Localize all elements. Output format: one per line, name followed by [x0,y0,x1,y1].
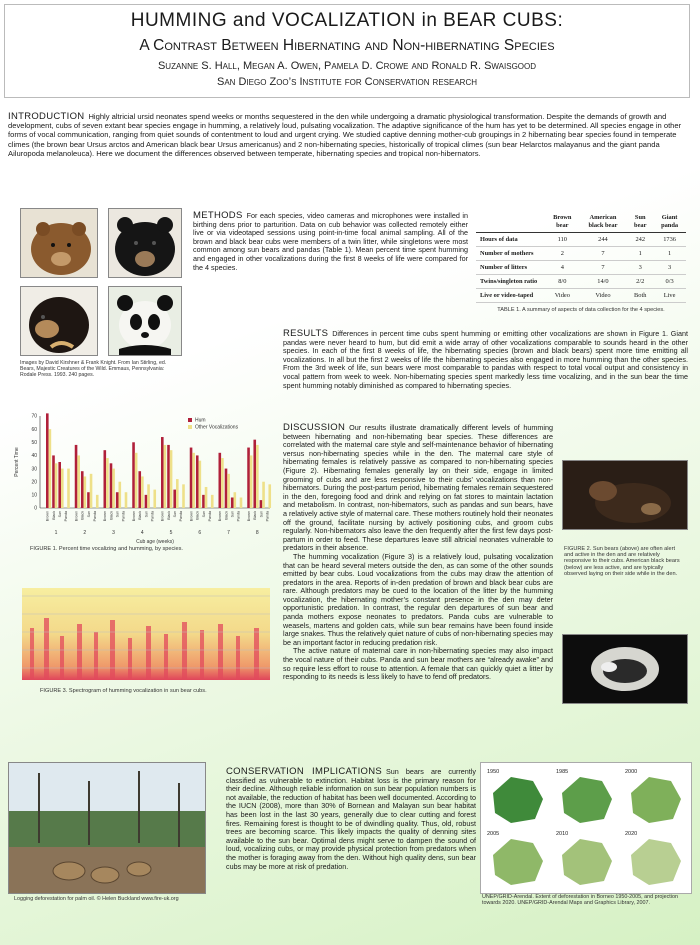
species-tick-label: Brown [189,511,194,522]
map-year-label: 2005 [487,831,500,837]
y-tick-label: 50 [31,439,37,446]
table-cell: 1 [653,247,686,261]
y-tick-label: 70 [31,413,37,420]
table-cell: 3 [627,261,653,275]
species-tick-label: Panda [150,511,155,522]
table-row [476,289,686,303]
discussion-paragraph-3: The active nature of maternal care in non-hibernating species may also impact the vocal nature of their cubs. Panda and sun bear mothers are “already awake” and so require less effort to rouse to attention. A female that can quickly quiet a litter by responding to its needs is less likely to have to fend off predators. [283,646,553,682]
poster-authors: Suzanne S. Hall, Megan A. Owen, Pamela D. Crowe and Ronald R. Swaisgood [157,60,537,72]
logging-caption: Logging deforestation for palm oil. © Helen Buckland www.fire-uk.org [14,896,179,902]
bar-other [221,458,224,508]
bar-other [96,495,99,508]
bar-hum [225,469,228,508]
species-tick-label: Sun [144,511,149,518]
table-cell: 14/0 [579,275,628,289]
table-header-cell [476,212,546,233]
deforestation-maps [480,762,692,894]
table-cell: 7 [579,261,628,275]
brown-bear-photo [20,208,98,278]
species-tick-label: Sun [86,511,91,518]
table-cell: Twins/singleton ratio [476,275,546,289]
conservation-section [226,768,476,871]
table-cell: 242 [627,233,653,247]
bar-other [164,445,167,508]
y-tick-label: 40 [31,453,37,460]
bar-other [205,487,208,508]
bar-hum [81,471,84,508]
table-cell: 7 [579,247,628,261]
map-year-label: 1985 [556,769,569,775]
borneo-map [493,839,543,885]
bar-other [268,484,271,508]
conservation-heading: CONSERVATION IMPLICATIONS [226,766,382,777]
species-tick-label: Panda [236,511,241,522]
bar-other [250,455,253,508]
bar-hum [75,445,78,508]
borneo-map [631,777,681,823]
logging-deforestation-photo [8,762,206,894]
bar-hum [58,462,61,508]
bar-other [192,453,195,508]
methods-heading: METHODS [193,210,243,221]
x-axis-label: Cub age (weeks) [136,539,174,545]
map-year-label: 2000 [625,769,638,775]
spectrogram-image [22,588,270,680]
data-collection-table [476,212,686,303]
bar-hum [247,448,250,508]
bar-hum [219,453,222,508]
table-cell: 8/0 [546,275,579,289]
species-tick-label: Panda [121,511,126,522]
species-tick-label: Panda [179,511,184,522]
borneo-map [631,839,681,885]
poster-subtitle: A Contrast Between Hibernating and Non-hibernating Species [139,37,555,54]
table-row [476,233,686,247]
bar-other [240,497,243,508]
bar-other [262,482,265,508]
bar-other [141,476,144,508]
y-tick-label: 60 [31,426,37,433]
bar-other [77,455,80,508]
introduction-section [8,112,690,158]
poster-header [4,4,690,98]
species-tick-label: Panda [64,511,69,522]
table-cell: 2 [546,247,579,261]
table-header-cell: Sun bear [627,212,653,233]
table-cell: Video [579,289,628,303]
bar-other [176,479,179,508]
x-tick-label: 8 [255,530,259,536]
bar-other [211,495,214,508]
species-tick-label: Brown [74,511,79,522]
table-row [476,261,686,275]
species-tick-label: Brown [131,511,136,522]
x-tick-label: 5 [169,530,173,536]
species-tick-label: Black [166,511,171,520]
bar-other [61,469,64,508]
y-tick-label: 20 [31,479,37,486]
borneo-map [562,839,612,885]
bar-hum [52,455,55,508]
bar-other [119,482,122,508]
bar-hum [116,492,119,508]
bar-hum [196,455,199,508]
species-tick-label: Panda [92,511,97,522]
table-cell: 110 [546,233,579,247]
y-tick-label: 30 [31,466,37,473]
species-tick-label: Black [138,511,143,520]
bar-other [199,461,202,508]
map-year-label: 1950 [487,769,500,775]
table-header-cell: Brown bear [546,212,579,233]
bar-other [112,469,115,508]
species-tick-label: Black [109,511,114,520]
species-tick-label: Sun [259,511,264,518]
conservation-text: Sun bears are currently classified as vulnerable to extinction. Habitat loss is the primary reason for their decline. Although reliable information on sun bear population numbers is not available, the reduction of habitat has been well documented. According to the IUCN (2008), more than 30% of Bornean and Malayan sun bear habitat has been lost in the last 30 years, generally due to clear cutting and forest fires. Remaining forest is thought to be of dwindling quality. Thus, old, robust trees are becoming scarce. This likely impacts the quality of denning sites available to the sun bear. Optimal dens might serve to dampen the sound of loud, vocalizing cubs, or may provide physical protection from predators when the mother is foraging away from the den. Without high quality dens, sun bear cubs may be more at risk of predation. [226,767,476,871]
bar-hum [190,448,193,508]
discussion-heading: DISCUSSION [283,422,346,433]
introduction-heading: INTRODUCTION [8,111,85,122]
table-cell: 2/2 [627,275,653,289]
bar-hum [104,450,107,508]
bar-other [135,453,138,508]
bar-other [106,458,109,508]
discussion-paragraph-2: The humming vocalization (Figure 3) is a relatively loud, pulsating vocalization that can be heard several meters outside the den, as can some of the other sounds emitted by bear cubs. Loud vocalizations from the cubs may draw the attention of predators in the area. Reports of in-den predation of brown and black bear cubs are rare. Although predators may be cued to the location of the litter by the humming vocalization, the hibernating mother’s constant presence in the den may deter opportunistic predation. In contrast, the regular den departures of sun bear and panda mothers expose neonates to predators. Panda cubs are vulnerable to weasels, martens and golden cats, while sun bear remains have been found inside large snakes. Thus the relatively quiet nature of cubs of non-hibernating species may be an important factor in reducing predation risk. [283,551,553,647]
species-tick-label: Brown [103,511,108,522]
bar-hum [253,440,256,508]
species-tick-label: Brown [160,511,165,522]
species-tick-label: Brown [218,511,223,522]
species-tick-label: Black [195,511,200,520]
x-tick-label: 3 [112,530,115,536]
bar-hum [87,492,90,508]
figure1-chart [10,408,275,558]
species-tick-label: Black [51,511,56,520]
bar-hum [202,495,205,508]
table-cell: 1736 [653,233,686,247]
table-cell: 3 [653,261,686,275]
bar-other [227,474,230,508]
bar-other [234,492,237,508]
bar-hum [173,490,176,508]
data-table-block [476,212,686,313]
bar-other [170,450,173,508]
species-tick-label: Black [253,511,258,520]
x-tick-label: 1 [54,530,58,536]
table-cell: 4 [546,261,579,275]
methods-section [193,212,468,272]
bar-hum [231,497,234,508]
table-cell: Video [546,289,579,303]
table-cell: 0/3 [653,275,686,289]
x-tick-label: 7 [227,530,230,536]
bar-other [256,445,259,508]
species-tick-label: Sun [230,511,235,518]
table-cell: Live or video-taped [476,289,546,303]
results-section [283,330,688,390]
map-year-label: 2020 [625,831,638,837]
legend-label: Hum [195,417,206,424]
table-row [476,247,686,261]
table-header-cell: Giant panda [653,212,686,233]
bar-other [84,476,87,508]
legend-label: Other Vocalizations [195,424,239,431]
x-tick-label: 6 [198,530,202,536]
discussion-section [283,424,553,682]
results-heading: RESULTS [283,328,329,339]
sun-bear-photo [20,286,98,356]
bar-hum [161,437,164,508]
table-row [476,275,686,289]
poster-title: HUMMING and VOCALIZATION in BEAR CUBS: [130,10,564,31]
results-text: Differences in percent time cubs spent humming or emitting other vocalizations are shown in Figure 1. Giant pandas were never heard to hum, but did emit a wide array of other vocalizations comparable to sounds heard in the other species. In each of the first 8 weeks of life, the hibernating species (brown and black bears) spent more time emitting all vocalizations. In all but the first 2 weeks of life the hibernating species also engaged in more humming than the other species. From the 3rd week of life, sun bears were most comparable to pandas with respect to total vocal output and consistency in vocal pattern from week to week. Non-hibernating species spent markedly less time vocalizing, and in the sun bear the time spent humming notably diminished as compared to hibernating species. [283,329,688,390]
bar-other [55,463,58,508]
y-tick-label: 10 [31,492,37,499]
figure2-caption: FIGURE 2. Sun bears (above) are often alert and active in the den and are relatively responsive to their cubs. American black bears (below) are less active, and are typically observed laying on their side while in the den. [564,546,680,577]
bar-hum [46,413,49,508]
bar-other [153,490,156,508]
y-axis-label: Percent Time [14,447,20,477]
species-tick-label: Panda [265,511,270,522]
bar-other [147,484,150,508]
discussion-paragraph-1: Our results illustrate dramatically different levels of humming between hibernating and non-hibernating bear species. These differences are correlated with the maternal care style and self-maintenance behavior of hibernating versus non-hibernating species while in the den. The maternal care style of hibernating females is relatively passive as compared to non-hibernating species (Figure 2). Hibernating females generally lay on their side, engage in limited grooming of cubs and are less responsive to their cubs’ vocalizations than non-hibernators. During the post-partum period, hibernating females remain sequestered in the den, foregoing food and drink and relying on fat stores to maintain lactation and metabolism. In contrast, non-hibernators, such as pandas and sun bears, have a relatively active style of maternal care. These mothers routinely hold their neonates off the ground, facilitate nursing by actively positioning cubs, and groom cubs regularly. Non-hibernators also leave the den frequently after the first few days post-partum in order to feed. These departures leave still altricial neonates vulnerable to predators in their absence. [283,423,553,553]
bar-other [125,492,128,508]
table-cell: 1 [627,247,653,261]
bar-other [67,469,70,508]
poster-institute: San Diego Zoo’s Institute for Conservation research [216,76,478,88]
bar-hum [110,463,113,508]
bar-other [90,474,93,508]
table-cell: Number of litters [476,261,546,275]
species-tick-label: Sun [115,511,120,518]
figure3-caption: FIGURE 3. Spectrogram of humming vocalization in sun bear cubs. [40,688,207,694]
table-cell: Live [653,289,686,303]
black-bear-den-photo [562,634,688,704]
table-header-cell: American black bear [579,212,628,233]
black-bear-photo [108,208,182,278]
maps-caption: UNEP/GRID-Arendal. Extent of deforestation in Borneo 1950-2005, and projection towards 2020. UNEP/GRID-Arendal Maps and Graphics Library, 2007. [482,894,678,907]
giant-panda-photo [108,286,182,356]
y-tick-label: 0 [34,505,37,512]
table-cell: Number of mothers [476,247,546,261]
bar-hum [132,442,135,508]
table-cell: Both [627,289,653,303]
bar-hum [138,471,141,508]
species-tick-label: Sun [173,511,177,518]
species-tick-label: Sun [201,511,206,518]
x-tick-label: 2 [83,530,87,536]
x-tick-label: 4 [140,530,144,536]
legend-swatch [188,418,192,422]
table-cell: Hours of data [476,233,546,247]
legend-swatch [188,425,192,429]
species-tick-label: Sun [58,511,62,518]
bar-other [182,484,185,508]
species-tick-label: Panda [207,511,212,522]
figure1-caption: FIGURE 1. Percent time vocalizing and humming, by species. [30,546,183,552]
species-tick-label: Brown [45,511,50,522]
species-tick-label: Black [80,511,85,520]
borneo-map [493,777,543,823]
species-tick-label: Brown [246,511,251,522]
bar-hum [167,445,170,508]
methods-text: For each species, video cameras and microphones were installed in birthing dens prior to parturition. Data on cub behavior was collected remotely either live or via videotaped sessions using point-in-time focal animal sampling. All of the brown and black bear cubs were members of a twin litter, while singletons were most common among sun bears and pandas (Table 1). Mean percent time spent humming and engaged in other vocalizations during the first 8 weeks of life were compared for the 4 species. [193,211,468,272]
bar-hum [260,500,263,508]
bar-hum [145,495,148,508]
bar-other [49,429,52,508]
table-caption: TABLE 1. A summary of aspects of data collection for the 4 species. [497,307,665,313]
borneo-map [562,777,612,823]
map-year-label: 2010 [556,831,569,837]
table-cell: 244 [579,233,628,247]
species-tick-label: Black [224,511,229,520]
sun-bear-den-photo [562,460,688,530]
photos-caption: Images by David Kirshner & Frank Knight. From Ian Stirling, ed. Bears, Majestic Creatures of the Wild. Emmaus, Pennsylvania: Rodale Press. 1993. 240 pages. [20,360,167,379]
introduction-text: Highly altricial ursid neonates spend weeks or months sequestered in the den while undergoing a dramatic physiological transformation. Despite the demands of growth and development, cubs of seven extant bear species engage in humming, a relatively loud, pulsating vocalization. The adaptive significance of the hum has yet to be determined. All species engage in other forms of vocal communication, ranging from quiet sounds of contentment to loud and urgent crying. We studied captive denning mother-cub groupings in 2 hibernating bear species found in temperate climes (the brown bear Ursus arctos and American black bear Ursus americanus) and 2 non-hibernating species, historically of tropical climes (sun bear Helarctos malayanus and the giant panda Ailuropoda melanoleuca). Here we document the differences observed between temperate, hibernating species and tropical non-hibernators. [8,112,682,158]
